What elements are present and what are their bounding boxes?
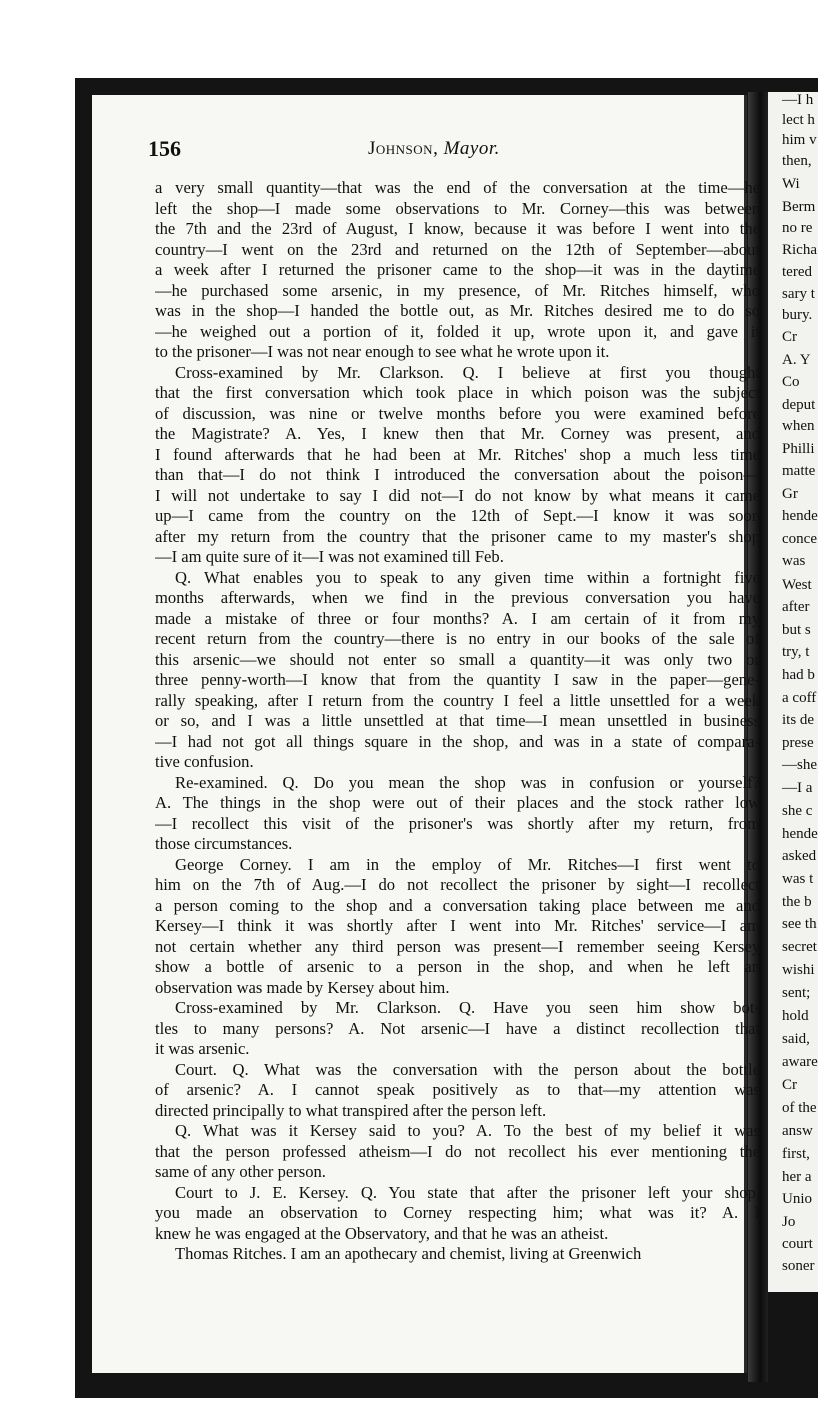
text-line: left the shop—I made some observations to Mr. Corney—this was between — [155, 198, 760, 218]
facing-page-line: answ — [782, 1123, 813, 1139]
text-line: Thomas Ritches. I am an apothecary and chemist, living at Greenwich — [175, 1244, 642, 1263]
facing-page-line: aware — [782, 1054, 818, 1070]
facing-page-line: Cr — [782, 1077, 797, 1093]
facing-page-line: no re — [782, 220, 813, 236]
facing-page-line: her a — [782, 1169, 812, 1185]
facing-page-line: conce — [782, 531, 817, 547]
facing-page-line: Richa — [782, 242, 817, 258]
text-line: made a mistake of three or four months? A. I am certain of it from my — [155, 608, 760, 628]
text-line: country—I went on the 23rd and returned on the 12th of September—about — [155, 239, 760, 259]
text-line: recent return from the country—there is no entry in our books of the sale of — [155, 629, 760, 648]
text-line: a week after I returned the prisoner came to the shop—it was in the daytime — [155, 260, 760, 279]
running-head-name: Johnson, — [368, 138, 439, 159]
text-line: a very small quantity—that was the end of the conversation at the time—he — [155, 178, 760, 197]
page-header — [148, 136, 728, 166]
facing-page-line: was t — [782, 871, 814, 887]
text-line: than that—I do not think I introduced the conversation about the poison— — [155, 465, 760, 484]
facing-page-line: him v — [782, 132, 817, 148]
facing-page-line: of the — [782, 1100, 817, 1116]
text-line: of arsenic? A. I cannot speak positively as to that—my attention was — [155, 1080, 760, 1099]
facing-page-line: hende — [782, 826, 818, 842]
text-line: after my return from the country that the prisoner came to my master's shop — [155, 526, 760, 546]
facing-page-line: A. Y — [782, 352, 811, 368]
facing-page-line: hende — [782, 508, 818, 524]
text-line: directed principally to what transpired after the person left. — [155, 1100, 547, 1120]
facing-page-line: secret — [782, 939, 817, 955]
running-head-title: Mayor. — [443, 138, 500, 159]
text-line: I found afterwards that he had been at Mr. Ritches' shop a much less time — [155, 444, 760, 464]
text-line: tive confusion. — [155, 752, 254, 771]
facing-page-line: Wi — [782, 176, 800, 192]
text-line: the 7th and the 23rd of August, I know, because it was before I went into the — [155, 219, 760, 238]
text-line: —he purchased some arsenic, in my presence, of Mr. Ritches himself, who — [155, 280, 760, 300]
text-line: Kersey—I think it was shortly after I went into Mr. Ritches' service—I am — [155, 916, 760, 935]
facing-page-line: Philli — [782, 441, 815, 457]
text-line: the Magistrate? A. Yes, I knew then that Mr. Corney was present, and — [155, 424, 760, 443]
facing-page-line: first, — [782, 1146, 810, 1162]
text-line: George Corney. I am in the employ of Mr. Ritches—I first went to — [175, 854, 760, 874]
facing-page-line: lect h — [782, 112, 815, 128]
facing-page-line: after — [782, 599, 810, 615]
page-number: 156 — [148, 136, 181, 161]
facing-page-line: see th — [782, 916, 817, 932]
facing-page-line: its de — [782, 712, 815, 728]
facing-page-line: when — [782, 418, 815, 434]
facing-page-line: —she — [782, 757, 817, 773]
facing-page-edge — [768, 92, 818, 1292]
facing-page-line: was — [782, 553, 806, 569]
text-line: or so, and I was a little unsettled at that time—I mean unsettled in business — [155, 711, 760, 730]
facing-page-line: court — [782, 1236, 813, 1252]
text-line: Court. Q. What was the conversation with the person about the bottle — [175, 1059, 760, 1079]
text-line: —I had not got all things square in the shop, and was in a state of compara- — [155, 731, 760, 751]
facing-page-line: bury. — [782, 307, 813, 323]
text-line: Cross-examined by Mr. Clarkson. Q. I believe at first you thought — [175, 362, 760, 382]
facing-page-line: Cr — [782, 329, 797, 345]
text-line: a person coming to the shop and a conversation taking place between me and — [155, 895, 760, 915]
text-line: you made an observation to Corney respecting him; what was it? A. I — [155, 1203, 760, 1222]
facing-page-line: said, — [782, 1031, 810, 1047]
text-line: was in the shop—I handed the bottle out, as Mr. Ritches desired me to do so — [155, 301, 760, 320]
facing-page-line: West — [782, 577, 812, 593]
text-line: up—I came from the country on the 12th of Sept.—I know it was soon — [155, 506, 760, 525]
facing-page-line: Unio — [782, 1191, 812, 1207]
text-line: Q. What was it Kersey said to you? A. To the best of my belief it was — [175, 1121, 760, 1140]
text-line: it was arsenic. — [155, 1039, 250, 1058]
text-line: of discussion, was nine or twelve months before you were examined before — [155, 403, 760, 423]
text-line: —he weighed out a portion of it, folded it up, wrote upon it, and gave it — [155, 321, 760, 341]
facing-page-line: prese — [782, 735, 814, 751]
text-line: same of any other person. — [155, 1162, 326, 1181]
text-line: —I recollect this visit of the prisoner's was shortly after my return, from — [155, 813, 760, 833]
facing-page-line: had b — [782, 667, 815, 683]
text-line: observation was made by Kersey about him. — [155, 977, 450, 997]
facing-page-line: the b — [782, 894, 812, 910]
text-line: months afterwards, when we find in the previous conversation you have — [155, 588, 760, 607]
text-line: —I am quite sure of it—I was not examined till Feb. — [155, 547, 504, 566]
body-text — [155, 178, 760, 1265]
facing-page-line: —I h — [782, 92, 814, 108]
facing-page-line: a coff — [782, 690, 817, 706]
facing-page-line: deput — [782, 397, 816, 413]
text-line: him on the 7th of Aug.—I do not recollect the prisoner by sight—I recollect — [155, 875, 760, 894]
text-line: this arsenic—we should not enter so small a quantity—it was only two or — [155, 649, 760, 669]
facing-page-line: then, — [782, 153, 812, 169]
text-line: to the prisoner—I was not near enough to see what he wrote upon it. — [155, 342, 610, 361]
text-line: show a bottle of arsenic to a person in the shop, and when he left an — [155, 957, 760, 976]
text-line: rally speaking, after I return from the country I feel a little unsettled for a week — [155, 690, 760, 710]
facing-page-line: tered — [782, 264, 812, 280]
facing-page-line: Jo — [782, 1214, 796, 1230]
facing-page-line: Co — [782, 374, 800, 390]
facing-page-line: soner — [782, 1258, 815, 1274]
text-line: three penny-worth—I know that from the quantity I saw in the paper—gene- — [155, 670, 760, 689]
text-line: knew he was engaged at the Observatory, and that he was an atheist. — [155, 1223, 609, 1243]
facing-page-line: Berm — [782, 199, 816, 215]
facing-page-line: sary t — [782, 286, 815, 302]
text-line: I will not undertake to say I did not—I do not know by what means it came — [155, 485, 760, 505]
text-line: Cross-examined by Mr. Clarkson. Q. Have you seen him show bot- — [175, 998, 760, 1017]
facing-page-line: —I a — [782, 780, 813, 796]
facing-page-line: try, t — [782, 644, 810, 660]
facing-page-line: Gr — [782, 486, 798, 502]
text-line: that the person professed atheism—I do not recollect his ever mentioning the — [155, 1141, 760, 1161]
running-head — [368, 138, 500, 160]
text-line: tles to many persons? A. Not arsenic—I have a distinct recollection that — [155, 1018, 760, 1038]
text-line: A. The things in the shop were out of their places and the stock rather low — [155, 793, 760, 812]
facing-page-line: matte — [782, 463, 816, 479]
facing-page-line: hold — [782, 1008, 809, 1024]
text-line: Court to J. E. Kersey. Q. You state that after the prisoner left your shop, — [175, 1182, 760, 1202]
facing-page-line: wishi — [782, 962, 815, 978]
text-line: Re-examined. Q. Do you mean the shop was in confusion or yourself? — [175, 772, 760, 792]
text-line: those circumstances. — [155, 834, 293, 853]
text-line: that the first conversation which took place in which poison was the subject — [155, 383, 760, 402]
facing-page-line: asked — [782, 848, 817, 864]
facing-page-line: she c — [782, 803, 813, 819]
text-line: Q. What enables you to speak to any given time within a fortnight five — [175, 567, 760, 587]
facing-page-line: sent; — [782, 985, 811, 1001]
facing-page-line: but s — [782, 622, 811, 638]
text-line: not certain whether any third person was present—I remember seeing Kersey — [155, 936, 760, 956]
